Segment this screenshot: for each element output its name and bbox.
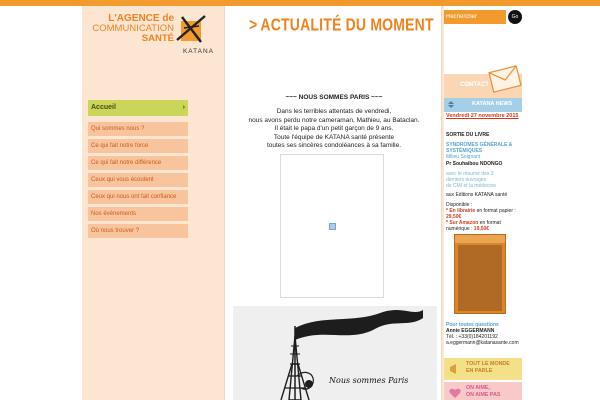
- promo-line: ON AIME PAS: [466, 392, 501, 398]
- news-store-digital: [446, 220, 522, 233]
- book-edition: Milieu Soignant: [446, 154, 481, 160]
- logo-line-2: COMMUNICATION: [92, 23, 174, 34]
- envelope-icon: [488, 65, 522, 94]
- logo-brand: KATANA: [182, 48, 214, 55]
- menu-item-qui-sommes-nous[interactable]: Qui sommes nous ?: [88, 122, 188, 136]
- promo-line: EN PARLE: [466, 368, 493, 374]
- main-menu: [88, 100, 188, 241]
- menu-item-evenements[interactable]: Nos évènements: [88, 207, 188, 221]
- main-content: [224, 6, 442, 400]
- book-title-2: SYSTÉMIQUES: [446, 148, 483, 154]
- heart-icon: [448, 386, 462, 400]
- store-price: 29,50€: [446, 214, 462, 221]
- news-available: Disponible :: [446, 202, 473, 208]
- book-title-1: SYNDROMES GÉNÉRALE &: [446, 142, 513, 148]
- nous-sommes-paris-banner: [233, 306, 437, 400]
- search-bar: [444, 10, 522, 24]
- page-title: [249, 14, 434, 34]
- title-arrow: >: [249, 14, 258, 34]
- megaphone-icon: [448, 362, 462, 376]
- news-panel: [444, 112, 522, 358]
- book-cover-image[interactable]: [454, 234, 506, 314]
- news-publisher: aux Editions KATANA santé: [446, 192, 508, 198]
- questions-label: Pour toutes questions: [446, 322, 499, 328]
- menu-item-ceux-qui-ecoutent[interactable]: Ceux qui vous écoutent: [88, 173, 188, 187]
- eiffel-tower-illustration: [233, 306, 437, 400]
- embedded-video[interactable]: [280, 154, 384, 298]
- store-detail: en format numérique :: [446, 220, 501, 233]
- menu-item-confiance[interactable]: Ceux qui nous ont fait confiance: [88, 190, 188, 204]
- promo-on-aime[interactable]: [444, 382, 522, 400]
- news-header-label: KATANA NEWS: [472, 101, 513, 107]
- contact-button[interactable]: [444, 74, 522, 98]
- article-line: nous avons perdu notre cameraman, Mathieu, au Bataclan.: [248, 116, 420, 124]
- chevron-right-icon: ›: [182, 104, 185, 111]
- right-sidebar: [444, 6, 522, 400]
- contact-email[interactable]: a.eggermann@katanasante.com: [446, 340, 519, 346]
- menu-item-ou-nous-trouver[interactable]: Où nous trouver ?: [88, 224, 188, 238]
- search-input[interactable]: [444, 10, 506, 24]
- katana-news-header[interactable]: [444, 98, 522, 112]
- logo-line-1: L'AGENCE de: [108, 13, 174, 24]
- article-body: [225, 108, 443, 151]
- store-price: 19,50€: [473, 226, 490, 233]
- menu-item-label: Accueil: [91, 104, 116, 111]
- left-sidebar: [82, 6, 224, 400]
- article-line: toutes ses sincères condoléances à sa famille.: [266, 142, 402, 150]
- news-title: SORTIE DU LIVRE: [446, 132, 490, 138]
- book-author: Pr Souhaibou NDONGO: [446, 161, 503, 167]
- banner-caption: Nous sommes Paris: [329, 376, 409, 385]
- news-date[interactable]: Vendredi 27 novembre 2015: [446, 113, 519, 119]
- promo-text: [466, 361, 510, 375]
- contact-person: Annie EGGERMANN: [446, 328, 495, 334]
- page-background-right: [522, 6, 600, 400]
- menu-item-accueil[interactable]: [88, 100, 188, 116]
- search-go-button[interactable]: Go: [508, 10, 522, 24]
- menu-item-notre-force[interactable]: Ce qui fait notre force: [88, 139, 188, 153]
- menu-item-notre-difference[interactable]: Ce qui fait notre différence: [88, 156, 188, 170]
- article-line: Il était le papa d'un petit garçon de 9 ans.: [274, 125, 394, 133]
- article-heading: ~~~ NOUS SOMMES PARIS ~~~: [285, 94, 383, 101]
- store-name: * En librairie: [446, 208, 476, 214]
- news-faded-line: avec le résumé des 3: [446, 171, 494, 177]
- agency-logo[interactable]: [88, 10, 220, 66]
- promo-line: ON AIME,: [466, 385, 490, 391]
- store-detail: en format papier :: [475, 208, 516, 214]
- news-faded-line: de CMI et la médecine: [446, 183, 497, 189]
- promo-line: TOUT LE MONDE: [466, 361, 510, 367]
- katana-cross-icon: [174, 12, 208, 46]
- article-line: Toute l'équipe de KATANA santé présente: [273, 133, 395, 141]
- logo-line-3: SANTÉ: [141, 33, 174, 44]
- logo-text: [92, 14, 174, 44]
- promo-tout-le-monde-en-parle[interactable]: [444, 358, 522, 380]
- plugin-placeholder-icon: [329, 223, 336, 230]
- title-text: ACTUALITÉ DU MOMENT: [260, 14, 434, 34]
- contact-label: CONTACT: [460, 82, 489, 88]
- contact-phone: Tél. : +33(0)184201192: [446, 334, 498, 340]
- promo-text: [466, 385, 500, 399]
- store-name: * Sur Amazon: [446, 220, 479, 226]
- news-faded-line: derniers ouvrages: [446, 177, 487, 183]
- article-line: Dans les terribles attentats de vendredi,: [276, 108, 392, 115]
- news-store-paper: [446, 208, 522, 221]
- sort-arrows-icon: [448, 101, 454, 108]
